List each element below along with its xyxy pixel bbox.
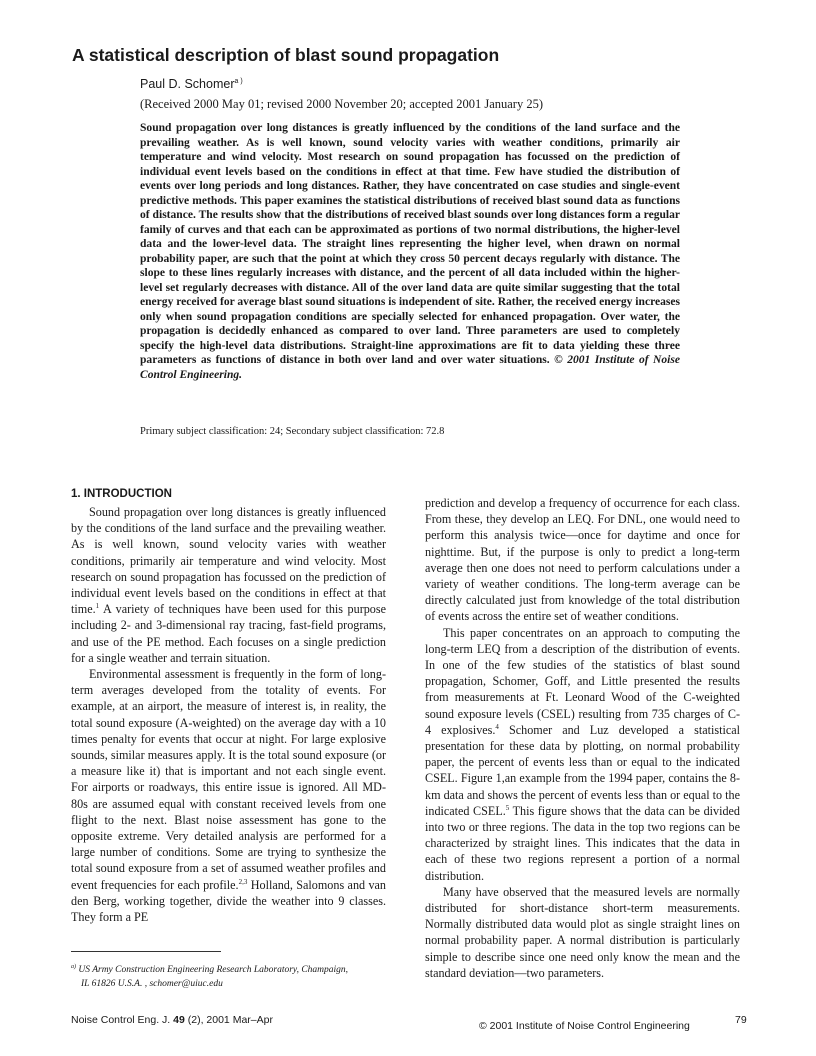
page-number: 79 bbox=[735, 1014, 747, 1026]
citation-ref: 1 bbox=[95, 602, 100, 611]
right-column bbox=[425, 495, 740, 981]
abstract bbox=[140, 121, 680, 382]
footnote bbox=[71, 960, 401, 991]
footer-copyright: © 2001 Institute of Noise Control Engineering bbox=[479, 1020, 690, 1032]
paper-title: A statistical description of blast sound propagation bbox=[72, 45, 500, 65]
paragraph: prediction and develop a frequency of occurrence for each class. From these, they develop an LEQ. For DNL, one would need to perform this analysis twice—once for daytime and once for nighttime. But, if the purpose is only to predict a long-term average then one does not need to perform calculations under a variety of weather conditions. The long-term average can be directly calculated just from knowledge of the total distribution of events across the entire set of weather conditions. bbox=[425, 496, 740, 624]
footnote-text: US Army Construction Engineering Research Laboratory, Champaign, bbox=[76, 965, 349, 975]
paragraph bbox=[71, 504, 386, 666]
paragraph bbox=[425, 625, 740, 884]
footnote-text: IL 61826 U.S.A. , schomer@uiuc.edu bbox=[81, 979, 223, 989]
paragraph-text: Holland, Salomons and van den Berg, working together, divide the weather into 9 classes. They form a PE bbox=[71, 877, 386, 925]
paragraph-text: A variety of techniques have been used for this purpose including 2- and 3-dimensional ray tracing, fast-field programs, and use of the PE method. Each focuses on a single prediction for a single weather and terrain situation. bbox=[71, 602, 386, 665]
journal-issue: (2), 2001 Mar–Apr bbox=[187, 1014, 273, 1026]
citation-ref: 2,3 bbox=[238, 877, 248, 886]
left-column bbox=[71, 486, 386, 925]
abstract-text: Sound propagation over long distances is greatly influenced by the conditions of the land surface and the prevailing weather. As is well known, sound velocity varies with weather conditions, primarily air temperature and wind velocity. Most research on sound propagation has focussed on the prediction of individual event levels based on the conditions in effect at that time. Few have studied the distribution of events over long periods and long distances. Rather, they have concentrated on case studies and single-event predictive methods. This paper examines the statistical distributions of received blast sound data as functions of distance. The results show that the distributions of received blast sounds over long distances form a regular family of curves and that each can be approximated as portions of two normal distributions, the higher-level data and the lower-level data. The straight lines representing the higher level, when drawn on normal probability paper, are such that the point at which they cross 50 percent decays regularly with distance. The slope to these lines regularly increases with distance, and the percent of all data included within the higher-level set regularly decreases with distance. All of the over land data are quite similar suggesting that the total energy received for average blast sound situations is independent of site. Rather, the received energy increases only when sound propagation conditions are specially selected for enhanced propagation. Over water, the propagation is decidedly enhanced as compared to over land. Three parameters are used to completely specify the high-level data distributions. Straight-line approximations are fit to data yielding these three parameters as functions of distance in both over land and over water situations. bbox=[140, 122, 680, 366]
footnote-mark: a) bbox=[71, 964, 76, 970]
received-dates: (Received 2000 May 01; revised 2000 November 20; accepted 2001 January 25) bbox=[140, 97, 544, 111]
citation-ref: 5 bbox=[505, 803, 510, 812]
paragraph-text: This paper concentrates on an approach to computing the long-term LEQ from a description of the distribution of events. In one of the few studies of the statistics of blast sound propagation, Schomer, Goff, and Little presented the results from measurements at Ft. Leonard Wood of the C-weighted sound exposure levels (CSEL) resulting from 735 charges of C-4 explosives. bbox=[425, 625, 740, 737]
journal-citation bbox=[71, 1014, 273, 1027]
author-name: Paul D. Schomer bbox=[140, 77, 235, 91]
footnote-divider bbox=[71, 951, 221, 952]
paragraph: Many have observed that the measured levels are normally distributed for short-distance short-term measurements. Normally distributed data would plot as single straight lines on normal probability paper. A normal distribution is particularly simple to describe since one need only know the mean and the standard deviation—two parameters. bbox=[425, 884, 740, 980]
paragraph-text: This figure shows that the data can be divided into two or three regions. The data in the top two regions can be characterized by straight lines. This indicates that the data in each of these two regions represent a portion of a normal distribution. bbox=[425, 803, 740, 883]
section-heading-introduction: 1. INTRODUCTION bbox=[71, 488, 172, 500]
paragraph-text: Environmental assessment is frequently in the form of long-term averages developed from the totality of events. For example, at an airport, the measure of interest is, in reality, the total sound exposure (A-weighted) on the average day with a 10 times penalty for events that occur at night. For large explosive sounds, similar measures apply. It is the total sound exposure (or a measure like it) that is important and not each single event. For airports or roadways, this entire issue is ignored. All MD-80s are assumed equal with constant received levels from one flight to the next. Blast noise assessment has gone to the opposite extreme. Very detailed analysis are performed for a large number of conditions. Some are trying to synthesize the total sound exposure from a set of assumed weather profiles and event frequencies for each profile. bbox=[71, 667, 386, 892]
subject-classification: Primary subject classification: 24; Secondary subject classification: 72.8 bbox=[140, 426, 445, 437]
journal-name: Noise Control Eng. J. bbox=[71, 1014, 171, 1026]
paragraph-text: Sound propagation over long distances is greatly influenced by the conditions of the land surface and the prevailing weather. As is well known, sound velocity varies with weather conditions, primarily air temperature and wind velocity. Most research on sound propagation has focussed on the prediction of individual event levels based on the conditions in effect at that time. bbox=[71, 505, 386, 617]
author-affiliation-mark: a ) bbox=[234, 78, 243, 85]
paragraph bbox=[71, 666, 386, 925]
journal-volume: 49 bbox=[173, 1014, 185, 1026]
author-line bbox=[140, 74, 243, 92]
abstract-copyright: © 2001 Institute of Noise Control Engineering. bbox=[140, 354, 680, 381]
paragraph-text: Schomer and Luz developed a statistical presentation for these data by plotting, on normal probability paper, the percent of events less than or equal to the indicated CSEL. Figure 1,an example from the 1994 paper, contains the 8-km data and shows the percent of events less than or equal to the indicated CSEL. bbox=[425, 722, 740, 818]
citation-ref: 4 bbox=[495, 722, 499, 731]
